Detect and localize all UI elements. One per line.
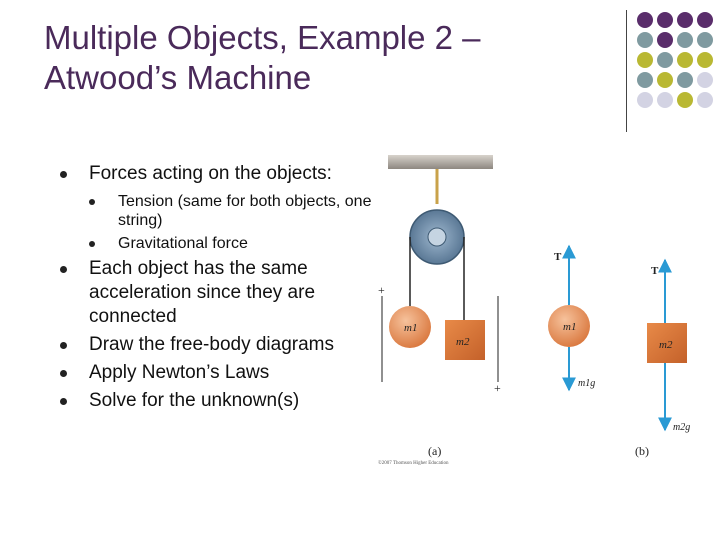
fbd-mass-m1-label: m1 [563,321,577,333]
bullet-text: Each object has the same acceleration since they are connected [89,258,316,327]
machine-diagram-a [378,155,501,466]
sub-bullet-text: Gravitational force [118,235,248,252]
bullet-text: Apply Newton’s Laws [89,362,270,383]
part-a-label: (a) [428,444,442,458]
weight-label-m1: m1g [578,378,596,389]
pulley-axle [428,228,446,246]
tension-label-m1: T [554,251,562,263]
mass-m1-label: m1 [404,322,418,334]
free-body-diagrams-b [548,246,690,458]
bullet-text: Solve for the unknown(s) [89,390,300,411]
bullet-text: Forces acting on the objects: [89,163,332,184]
weight-label-m2: m2g [673,422,691,433]
title-line-2: Atwood’s Machine [44,59,312,96]
title-line-1: Multiple Objects, Example 2 – [44,19,481,56]
sub-bullet-text: Tension (same for both objects, one string) [118,193,372,229]
fbd-mass-m2-label: m2 [659,339,673,351]
tension-label-m2: T [651,265,659,277]
copyright-text: ©2007 Thomson Higher Education [378,461,449,466]
ceiling-support [388,155,493,169]
plus-sign-left: + [378,283,385,297]
plus-sign-right: + [494,381,501,395]
bullet-text: Draw the free-body diagrams [89,334,334,355]
part-b-label: (b) [635,444,649,458]
mass-m2-label: m2 [456,336,470,348]
